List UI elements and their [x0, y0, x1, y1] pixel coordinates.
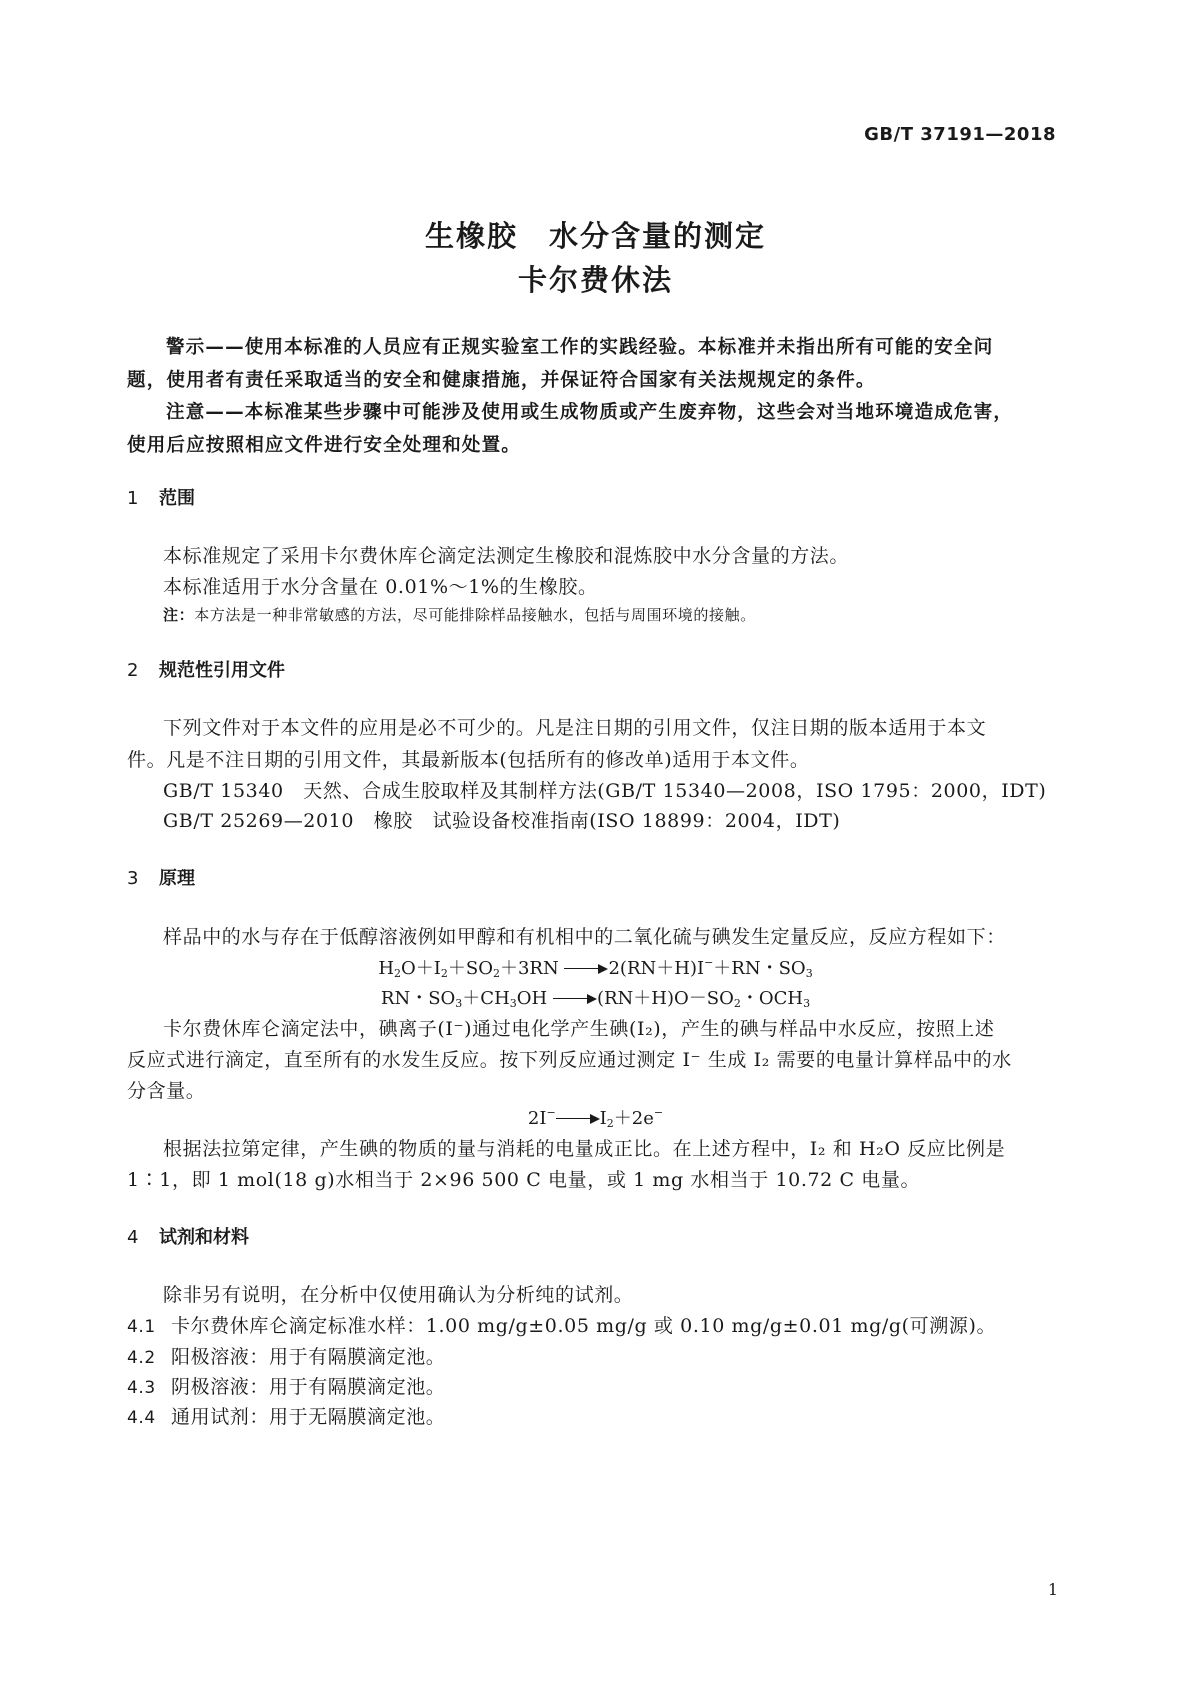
- section-1-heading: [127, 484, 195, 510]
- section-3-paragraph-2-line3: 分含量。: [127, 1080, 206, 1102]
- item-text: 通用试剂：用于无隔膜滴定池。: [171, 1406, 446, 1428]
- item-number: 4.4: [127, 1408, 156, 1428]
- section-1-paragraph-2: 本标准适用于水分含量在 0.01%～1%的生橡胶。: [163, 576, 598, 598]
- list-item: [127, 1342, 445, 1369]
- warning-line2: 题，使用者有责任采取适当的安全和健康措施，并保证符合国家有关法规规定的条件。: [127, 370, 876, 391]
- section-3-paragraph-3-line1: 根据法拉第定律，产生碘的物质的量与消耗的电量成正比。在上述方程中，I₂ 和 H₂O 反应比例是: [163, 1138, 1006, 1160]
- section-1-paragraph-1: 本标准规定了采用卡尔费休库仑滴定法测定生橡胶和混炼胶中水分含量的方法。: [163, 545, 850, 567]
- section-3-paragraph-2-line1: 卡尔费休库仑滴定法中，碘离子(I⁻)通过电化学产生碘(I₂)，产生的碘与样品中水反应，按照上述: [163, 1018, 995, 1040]
- section-4-heading: [127, 1223, 249, 1249]
- list-item: [127, 1311, 996, 1338]
- document-title-line1: 生橡胶 水分含量的测定: [424, 219, 766, 253]
- list-item: [127, 1402, 445, 1429]
- section-title: 规范性引用文件: [159, 660, 285, 681]
- section-2-heading: [127, 656, 285, 682]
- normative-reference-2: GB/T 25269—2010 橡胶 试验设备校准指南(ISO 18899：2004，IDT): [163, 810, 841, 832]
- normative-reference-1: GB/T 15340 天然、合成生胶取样及其制样方法(GB/T 15340—2008，ISO 1795：2000，IDT): [163, 780, 1047, 802]
- section-2-paragraph-line2: 件。凡是不注日期的引用文件，其最新版本(包括所有的修改单)适用于本文件。: [127, 749, 810, 771]
- reaction-arrow: [564, 962, 608, 976]
- section-number: 4: [127, 1227, 139, 1248]
- reaction-equation-3: 2I− $I_2+2e^-$: [527, 1106, 664, 1130]
- section-number: 3: [127, 868, 139, 889]
- section-3-paragraph-3-line2: 1∶1，即 1 mol(18 g)水相当于 2×96 500 C 电量，或 1 mg 水相当于 10.72 C 电量。: [127, 1169, 921, 1191]
- item-text: 卡尔费休库仑滴定标准水样：1.00 mg/g±0.05 mg/g 或 0.10 mg/g±0.01 mg/g(可溯源)。: [171, 1315, 997, 1337]
- section-1-note: [163, 604, 756, 625]
- reaction-arrow: [553, 992, 597, 1006]
- item-number: 4.1: [127, 1317, 156, 1337]
- section-title: 试剂和材料: [159, 1227, 249, 1248]
- reaction-equation-2: RN・$SO_3+CH_3OH$ $(RN+H)O-SO_2$・$OCH_3$: [380, 988, 811, 1010]
- section-number: 2: [127, 660, 139, 681]
- section-number: 1: [127, 488, 139, 509]
- caution-line1: 注意——本标准某些步骤中可能涉及使用或生成物质或产生废弃物，这些会对当地环境造成危害，: [166, 402, 1014, 423]
- caution-line2: 使用后应按照相应文件进行安全处理和处置。: [127, 435, 522, 456]
- section-3-heading: [127, 864, 195, 890]
- item-text: 阴极溶液：用于有隔膜滴定池。: [171, 1376, 446, 1398]
- reaction-arrow: [556, 1112, 600, 1126]
- item-number: 4.2: [127, 1348, 156, 1368]
- section-2-paragraph-line1: 下列文件对于本文件的应用是必不可少的。凡是注日期的引用文件，仅注日期的版本适用于本文: [163, 717, 987, 739]
- note-label: 注：: [163, 606, 195, 624]
- section-title: 原理: [159, 868, 195, 889]
- section-3-paragraph-1: 样品中的水与存在于低醇溶液例如甲醇和有机相中的二氧化硫与碘发生定量反应，反应方程如下：: [163, 926, 1006, 948]
- document-title-line2: 卡尔费休法: [517, 263, 673, 297]
- section-title: 范围: [159, 488, 195, 509]
- warning-line1: 警示——使用本标准的人员应有正规实验室工作的实践经验。本标准并未指出所有可能的安全问: [166, 337, 994, 358]
- reaction-equation-1: $H_2O+I_2+SO_2+3RN$ 2(RN＋H)I−＋RN・$SO_3$: [378, 956, 813, 980]
- note-text: 本方法是一种非常敏感的方法，尽可能排除样品接触水，包括与周围环境的接触。: [194, 606, 756, 624]
- list-item: [127, 1372, 445, 1399]
- item-number: 4.3: [127, 1378, 156, 1398]
- section-4-intro: 除非另有说明，在分析中仅使用确认为分析纯的试剂。: [163, 1284, 634, 1306]
- page-number: 1: [1047, 1580, 1058, 1599]
- section-3-paragraph-2-line2: 反应式进行滴定，直至所有的水发生反应。按下列反应通过测定 I⁻ 生成 I₂ 需要的电量计算样品中的水: [127, 1049, 1012, 1071]
- standard-code: GB/T 37191—2018: [864, 124, 1056, 145]
- item-text: 阳极溶液：用于有隔膜滴定池。: [171, 1346, 446, 1368]
